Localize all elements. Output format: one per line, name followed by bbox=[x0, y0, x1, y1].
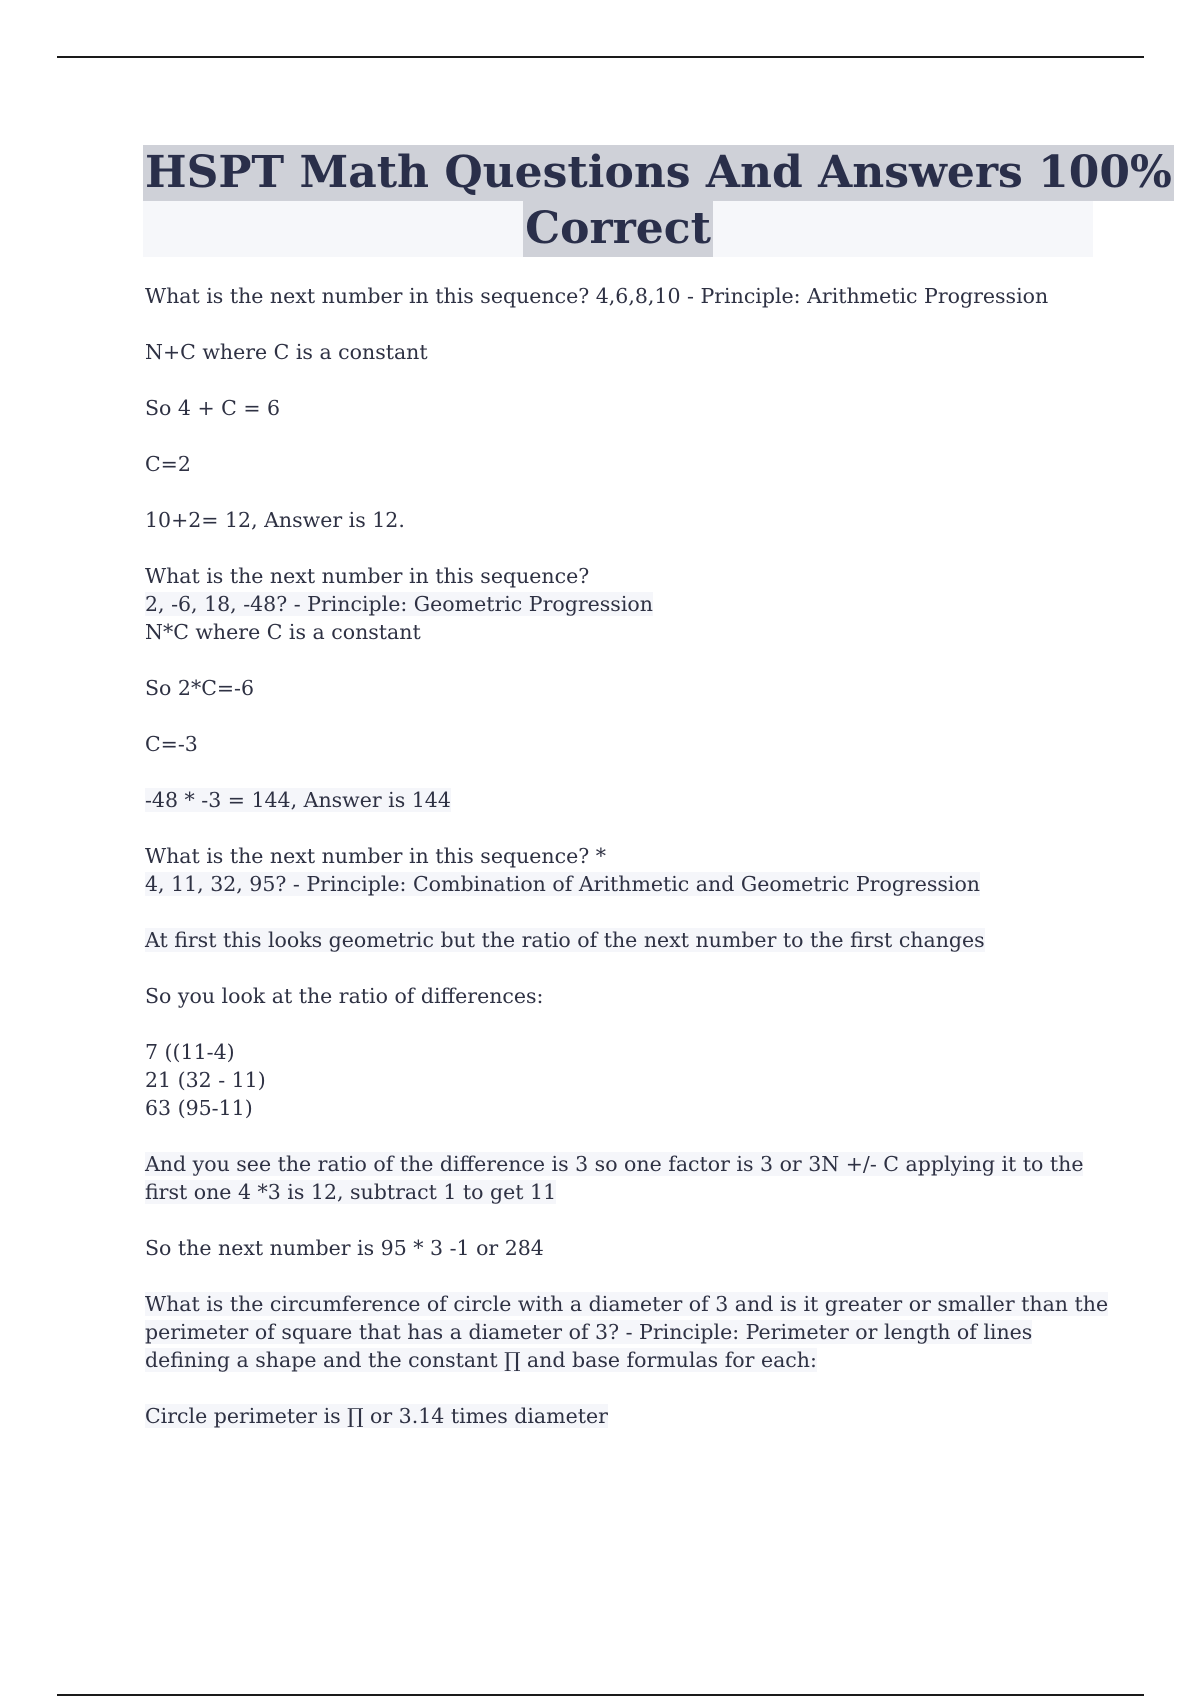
paragraph: So 2*C=-6 bbox=[145, 676, 255, 700]
paragraph: 21 (32 - 11) bbox=[145, 1068, 266, 1092]
paragraph: What is the next number in this sequence? * bbox=[145, 844, 606, 868]
paragraph: 63 (95-11) bbox=[145, 1096, 253, 1120]
paragraph: first one 4 *3 is 12, subtract 1 to get 11 bbox=[145, 1180, 557, 1204]
paragraph: What is the circumference of circle with a diameter of 3 and is it greater or smaller than the bbox=[145, 1292, 1109, 1316]
bottom-rule bbox=[57, 1694, 1144, 1696]
paragraph: perimeter of square that has a diameter of 3? - Principle: Perimeter or length of lines bbox=[145, 1320, 1033, 1344]
top-rule bbox=[57, 56, 1144, 58]
paragraph: What is the next number in this sequence? bbox=[145, 564, 590, 588]
paragraph: 4, 11, 32, 95? - Principle: Combination of Arithmetic and Geometric Progression bbox=[145, 872, 981, 896]
document-body bbox=[145, 282, 1109, 1430]
paragraph: Circle perimeter is ∏ or 3.14 times diameter bbox=[145, 1404, 608, 1428]
paragraph: So 4 + C = 6 bbox=[145, 396, 281, 420]
paragraph: 2, -6, 18, -48? - Principle: Geometric Progression bbox=[145, 592, 653, 616]
paragraph: What is the next number in this sequence? 4,6,8,10 - Principle: Arithmetic Progression bbox=[145, 284, 1049, 308]
paragraph: So you look at the ratio of differences: bbox=[145, 984, 544, 1008]
document-title bbox=[143, 145, 1172, 257]
paragraph: At first this looks geometric but the ratio of the next number to the first changes bbox=[145, 928, 985, 952]
paragraph: And you see the ratio of the difference is 3 so one factor is 3 or 3N +/- C applying it to the bbox=[145, 1152, 1084, 1176]
paragraph: N+C where C is a constant bbox=[145, 340, 428, 364]
paragraph: defining a shape and the constant ∏ and base formulas for each: bbox=[145, 1348, 817, 1372]
paragraph: N*C where C is a constant bbox=[145, 620, 421, 644]
paragraph: C=-3 bbox=[145, 732, 198, 756]
paragraph: 7 ((11-4) bbox=[145, 1040, 235, 1064]
paragraph: C=2 bbox=[145, 452, 191, 476]
title-line-2: Correct bbox=[523, 201, 713, 257]
paragraph: -48 * -3 = 144, Answer is 144 bbox=[145, 788, 451, 812]
paragraph: So the next number is 95 * 3 -1 or 284 bbox=[145, 1236, 544, 1260]
paragraph: 10+2= 12, Answer is 12. bbox=[145, 508, 405, 532]
title-line-1: HSPT Math Questions And Answers 100% bbox=[143, 145, 1174, 201]
